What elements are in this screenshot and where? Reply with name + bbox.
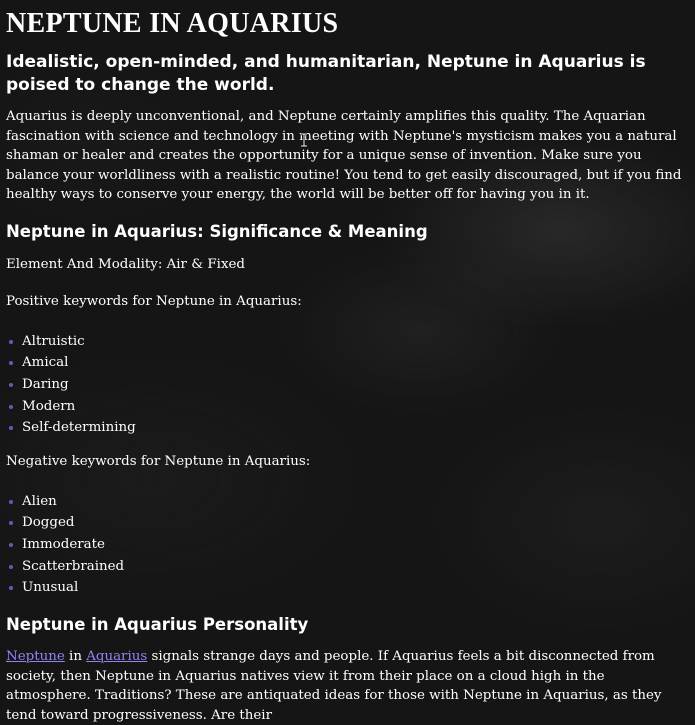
article-subtitle: Idealistic, open-minded, and humanitarian, Neptune in Aquarius is poised to change the world.: [6, 52, 646, 95]
element-modality-text: Element And Modality: Air & Fixed: [6, 256, 246, 272]
list-item: Amical: [22, 352, 689, 374]
intro-paragraph: Aquarius is deeply unconventional, and Neptune certainly amplifies this quality. The Aquarian fascination with science and technology in meeting with Neptune's mysticism makes you a natural shaman or healer and creates the opportunity for a unique sense of invention. Make sure you balance your worldliness with a realistic routine! You tend to get easily discouraged, but if you find healthy ways to conserve your energy, the world will be better off for having you in it.: [6, 109, 682, 202]
list-item: Unusual: [22, 577, 689, 599]
personality-text: signals strange days and people. If Aquarius feels a bit disconnected from society, then Neptune in Aquarius natives view it from their place on a cloud high in the atmosphere. Traditions? These are antiquated ideas for those with Neptune in Aquarius, as they tend toward progressiveness. Are their: [6, 649, 662, 723]
positive-keywords-list: [6, 331, 689, 440]
list-item: Alien: [22, 491, 689, 513]
list-item: Daring: [22, 374, 689, 396]
list-item: Self-determining: [22, 417, 689, 439]
significance-heading: Neptune in Aquarius: Significance & Meaning: [6, 221, 428, 241]
negative-keywords-list: [6, 491, 689, 600]
text-cursor-icon: [300, 133, 308, 147]
positive-keywords-label: Positive keywords for Neptune in Aquarius:: [6, 294, 302, 309]
article-content: [6, 0, 689, 725]
list-item: Altruistic: [22, 331, 689, 353]
page-title: NEPTUNE IN AQUARIUS: [6, 8, 339, 39]
in-text: in: [64, 649, 87, 665]
aquarius-link[interactable]: Aquarius: [86, 649, 148, 665]
negative-keywords-label: Negative keywords for Neptune in Aquarius:: [6, 454, 311, 470]
list-item: Dogged: [22, 512, 689, 534]
neptune-link[interactable]: Neptune: [6, 649, 65, 665]
list-item: Modern: [22, 396, 689, 418]
list-item: Scatterbrained: [22, 556, 689, 578]
list-item: Immoderate: [22, 534, 689, 556]
personality-heading: Neptune in Aquarius Personality: [6, 615, 309, 635]
personality-paragraph: [6, 647, 689, 725]
